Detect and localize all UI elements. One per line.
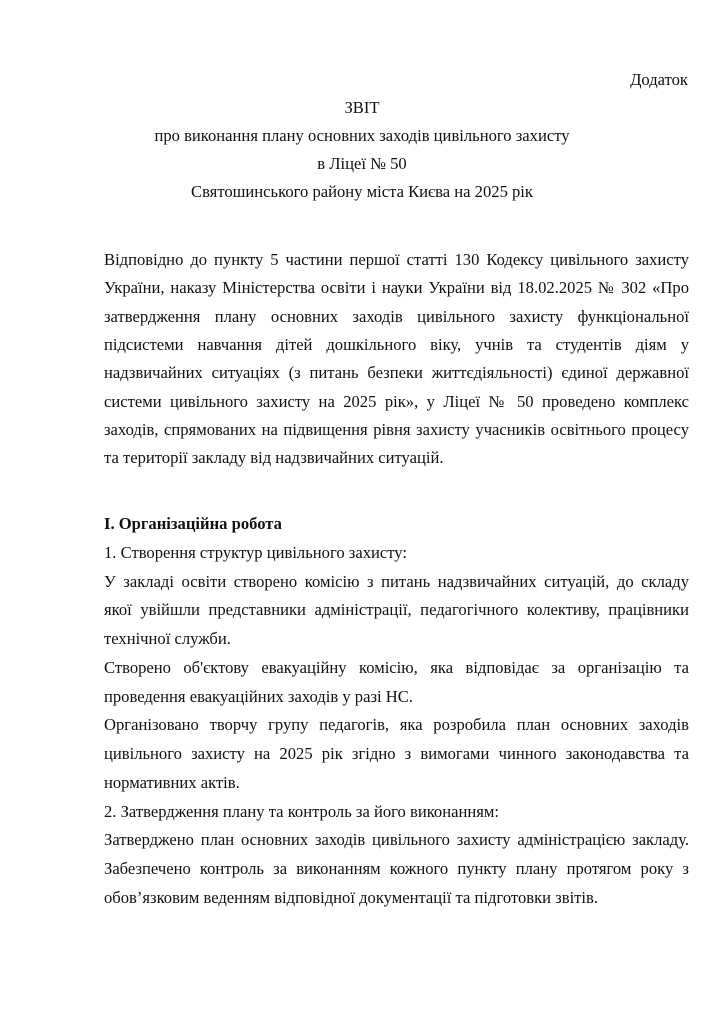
paragraph-line: обов’язковим веденням відповідної документації та підготовки звітів. bbox=[104, 888, 599, 907]
paragraph-line: Забезпечено контроль за виконанням кожного пункту плану протягом року з bbox=[104, 859, 689, 879]
paragraph-line: системи цивільного захисту на 2025 рік», у Ліцеї № 50 проведено комплекс bbox=[104, 391, 689, 411]
paragraph-line: України, наказу Міністерства освіти і науки України від 18.02.2025 № 302 «Про bbox=[104, 278, 689, 298]
paragraph-line: заходів, спрямованих на підвищення рівня захисту учасників освітнього процесу bbox=[104, 419, 689, 439]
paragraph-line: підсистеми навчання дітей дошкільного віку, учнів та студентів діям у bbox=[104, 334, 689, 354]
paragraph-line: Затверджено план основних заходів цивільного захисту адміністрацією закладу. bbox=[104, 830, 689, 850]
paragraph-line: У закладі освіти створено комісію з питань надзвичайних ситуацій, до складу bbox=[104, 571, 689, 591]
appendix-label: Додаток bbox=[630, 70, 688, 89]
paragraph-line: Створено об'єктову евакуаційну комісію, яка відповідає за організацію та bbox=[104, 657, 689, 677]
paragraph-line: надзвичайних ситуаціях (з питань безпеки життєдіяльності) єдиної державної bbox=[104, 363, 689, 383]
paragraph-line: Відповідно до пункту 5 частини першої статті 130 Кодексу цивільного захисту bbox=[104, 250, 689, 269]
paragraph-line: затвердження плану основних заходів цивільного захисту функціональної bbox=[104, 306, 689, 326]
report-subtitle-line: в Ліцеї № 50 bbox=[317, 154, 407, 173]
paragraph-line: 2. Затвердження плану та контроль за його виконанням: bbox=[104, 801, 499, 821]
paragraph-line: та території закладу від надзвичайних ситуацій. bbox=[104, 448, 444, 468]
section-heading: І. Організаційна робота bbox=[104, 514, 282, 533]
paragraph-line: нормативних актів. bbox=[104, 772, 240, 792]
paragraph-line: технічної служби. bbox=[104, 629, 231, 649]
paragraph-line: якої увійшли представники адміністрації, педагогічного колективу, працівники bbox=[104, 600, 689, 620]
report-subtitle-line: Святошинського району міста Києва на 2025 рік bbox=[191, 182, 533, 201]
paragraph-line: Організовано творчу групу педагогів, яка розробила план основних заходів bbox=[104, 715, 689, 735]
paragraph-line: проведення евакуаційних заходів у разі НС. bbox=[104, 686, 413, 706]
paragraph-line: цивільного захисту на 2025 рік згідно з вимогами чинного законодавства та bbox=[104, 744, 689, 764]
report-subtitle-line: про виконання плану основних заходів цивільного захисту bbox=[154, 126, 570, 145]
paragraph-line: 1. Створення структур цивільного захисту: bbox=[104, 542, 407, 562]
report-title: ЗВІТ bbox=[344, 98, 380, 117]
